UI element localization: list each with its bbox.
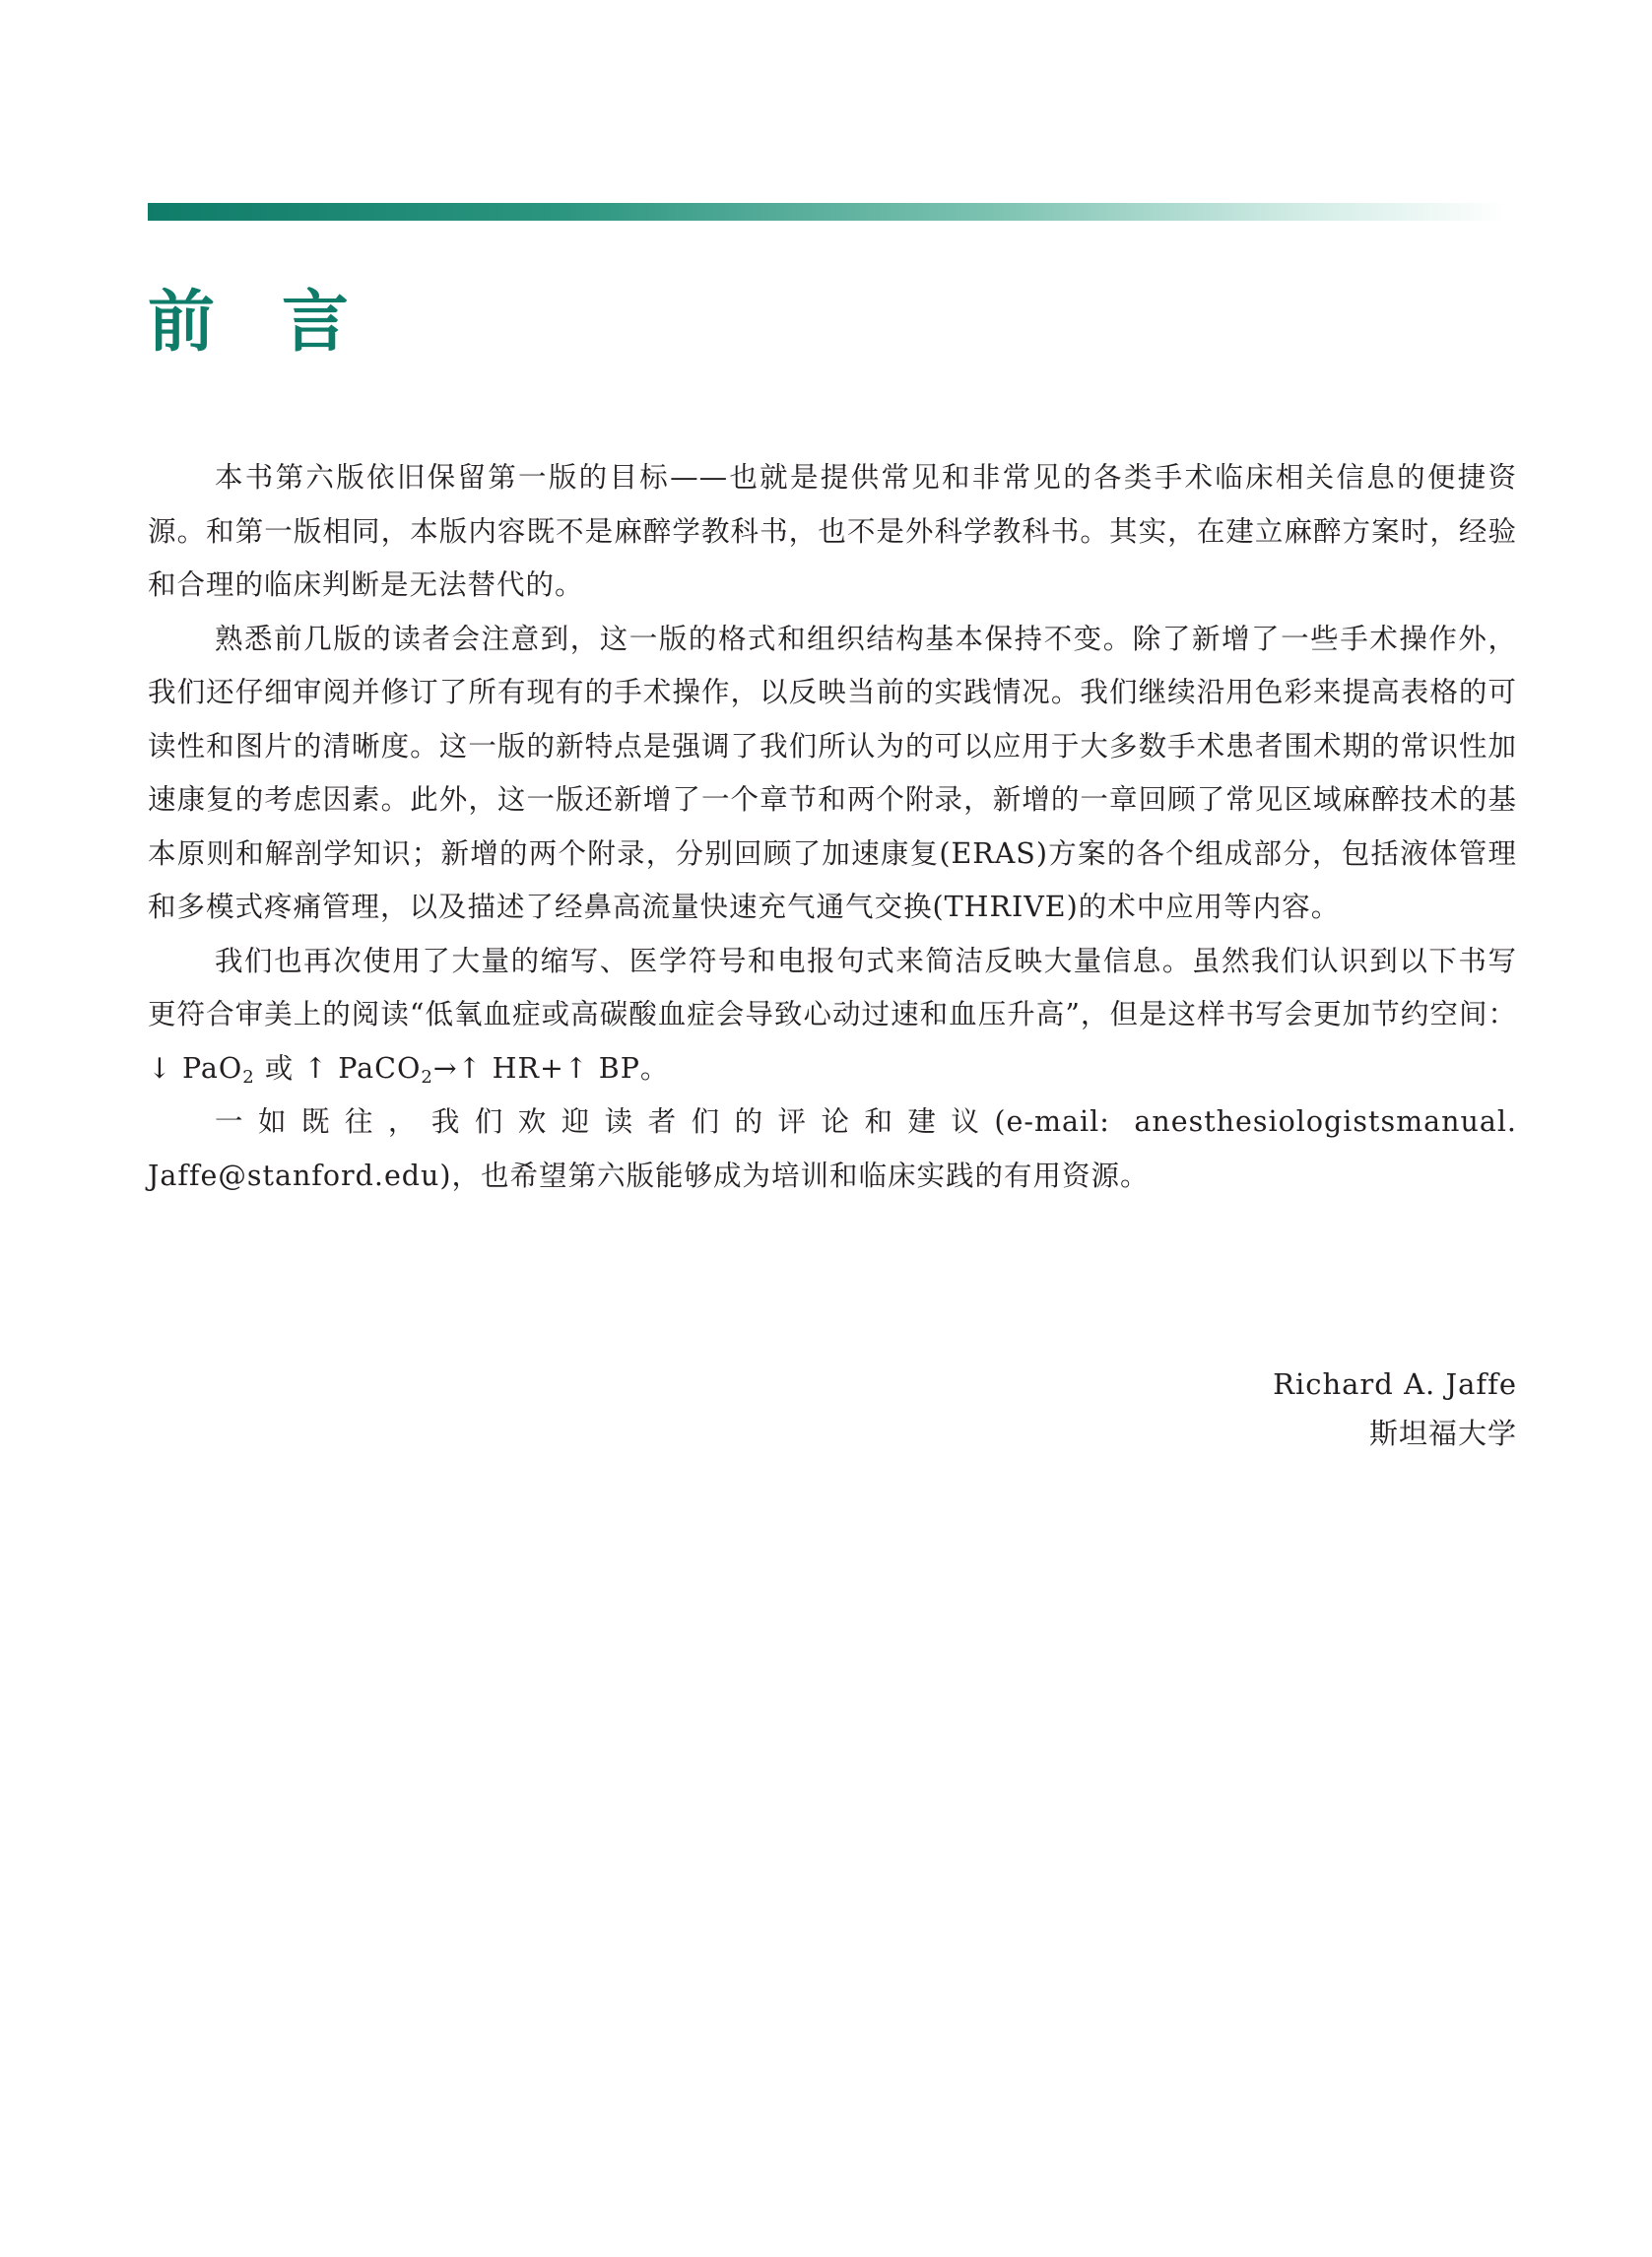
formula — [148, 1051, 670, 1088]
author-name: Richard A. Jaffe — [1273, 1367, 1517, 1401]
paco2-base: PaCO — [338, 1051, 422, 1085]
bp-term: BP — [598, 1051, 640, 1085]
author-affiliation: 斯坦福大学 — [1368, 1417, 1517, 1450]
up-arrow-symbol: ↑ — [563, 1051, 589, 1085]
paragraph-3-text: 我们也再次使用了大量的缩写、医学符号和电报句式来简洁反映大量信息。虽然我们认识到以下书写更符合审美上的阅读“低氧血症或高碳酸血症会导致心动过速和血压升高”，但是这样书写会更加节约空间： — [148, 944, 1517, 1030]
preface-body — [148, 451, 1517, 1203]
paragraph-2: 熟悉前几版的读者会注意到，这一版的格式和组织结构基本保持不变。除了新增了一些手术操作外，我们还仔细审阅并修订了所有现有的手术操作，以反映当前的实践情况。我们继续沿用色彩来提高表格的可读性和图片的清晰度。这一版的新特点是强调了我们所认为的可以应用于大多数手术患者围术期的常识性加速康复的考虑因素。此外，这一版还新增了一个章节和两个附录，新增的一章回顾了常见区域麻醉技术的基本原则和解剖学知识；新增的两个附录，分别回顾了加速康复(ERAS)方案的各个组成部分，包括液体管理和多模式疼痛管理，以及描述了经鼻高流量快速充气通气交换(THRIVE)的术中应用等内容。 — [148, 622, 1517, 923]
top-gradient-rule — [148, 203, 1507, 221]
page-title: 前言 — [148, 284, 417, 362]
signature-block — [1273, 1360, 1517, 1458]
pao2-base: PaO — [181, 1051, 243, 1085]
down-arrow-symbol: ↓ — [148, 1051, 172, 1085]
hr-term: HR+ — [492, 1051, 564, 1085]
paragraph-1: 本书第六版依旧保留第一版的目标——也就是提供常见和非常见的各类手术临床相关信息的便捷资源。和第一版相同，本版内容既不是麻醉学教科书，也不是外科学教科书。其实，在建立麻醉方案时，经验和合理的临床判断是无法替代的。 — [148, 461, 1517, 601]
paco2-subscript: 2 — [421, 1066, 433, 1088]
paragraph-3 — [148, 935, 1517, 1096]
up-arrow-symbol: ↑ — [303, 1051, 329, 1085]
paragraph-4: 一如既往，我们欢迎读者们的评论和建议(e-mail: anesthesiologistsmanual. Jaffe@stanford.edu)，也希望第六版能够成为培训和临床实践的有用资源。 — [148, 1105, 1517, 1192]
up-arrow-symbol: ↑ — [457, 1051, 483, 1085]
pao2-subscript: 2 — [242, 1066, 255, 1088]
right-arrow-symbol: → — [432, 1051, 458, 1085]
formula-end: 。 — [639, 1051, 670, 1085]
or-word: 或 — [264, 1051, 295, 1085]
